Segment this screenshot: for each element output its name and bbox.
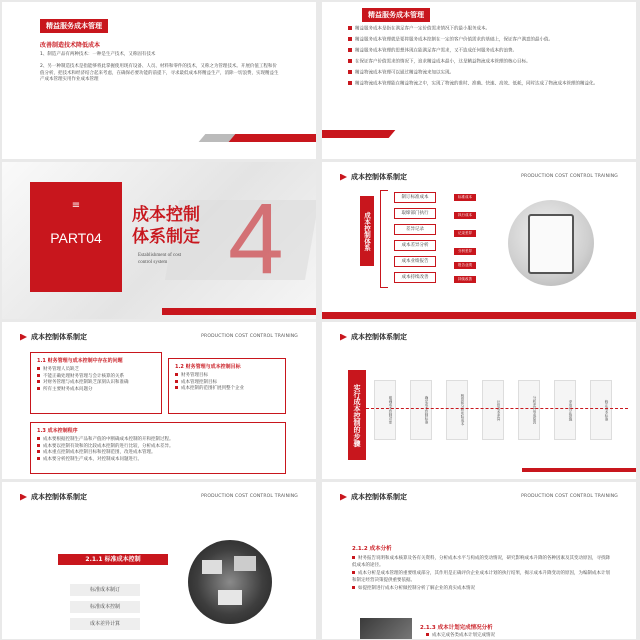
- slide5-eng: PRODUCTION COST CONTROL TRAINING: [201, 334, 298, 339]
- slide-8[interactable]: [322, 482, 636, 639]
- flow-step: 差异记录: [394, 224, 436, 235]
- slide2-bullet: 精益服务成本管理就是要将服务成本控制在一定的客户价值需求的基础上，保证客户满意的最小值。: [348, 37, 618, 44]
- bottom-bar: [522, 468, 636, 472]
- cover-title: 成本控制 体系制定: [132, 205, 200, 247]
- flow-tag: 记录差异: [454, 230, 476, 237]
- meeting-photo: [188, 540, 272, 624]
- slide8-eng: PRODUCTION COST CONTROL TRAINING: [521, 494, 618, 499]
- big-number: 4: [228, 183, 284, 295]
- flow-tag: 标准成本: [454, 194, 476, 201]
- cover-subtitle: Establishment of cost control system: [138, 253, 182, 265]
- part-number: PART04: [50, 230, 102, 246]
- part-block: [30, 182, 122, 292]
- slide2-tag: 精益服务成本管理: [362, 8, 430, 22]
- slide8-section: 2.1.2 成本分析: [352, 546, 392, 552]
- flow-tag: 分析差异: [454, 248, 476, 255]
- calculator-image: [360, 618, 412, 639]
- slide-2[interactable]: [322, 2, 636, 159]
- slide8-header: 成本控制体系制定: [340, 492, 407, 502]
- slide8-bullet: 成本分析是成本管理的重要组成部分，其作用是正确评价企业成本计划的执行结果，揭示成本升降变动的原因，为编制成本计划和制定经营决策提供重要依据。: [352, 571, 610, 583]
- slide-4[interactable]: [322, 162, 636, 319]
- slide-1[interactable]: [2, 2, 316, 159]
- slide2-bullet: 精益服务成本是指在满足客户一定价值需求情况下的最小服务成本。: [348, 26, 618, 33]
- slide8-sub: 2.1.3 成本计划完成情况分析: [420, 625, 493, 631]
- slide4-eng: PRODUCTION COST CONTROL TRAINING: [521, 174, 618, 179]
- flow-step: 成本持续改善: [394, 272, 436, 283]
- process-step: 确定成本控制标准: [410, 380, 432, 440]
- slide2-bullet: 精益服务成本管理的思想体现在能满足客户需求，又不造成任何服务成本的浪费。: [348, 48, 618, 55]
- flow-step: 成本业绩报告: [394, 256, 436, 267]
- bottom-bar: [162, 308, 316, 315]
- slide1-p2: 2、另一种制造技术是指能够将此掌握使用现有设备、人员、材料和零件的技术，又称之为管理技术。开展价值工程和价值分析，把技术和经济结合起来考虑，在确保必要功能的前提下，寻求最低成本将精益生产，消除一切浪费，实现精益生产成本管理实用作业成本管理: [40, 64, 279, 82]
- slide-6[interactable]: [322, 322, 636, 479]
- slide-7[interactable]: [2, 482, 316, 639]
- slide1-heading: 改善制造技术降低成本: [40, 42, 101, 49]
- flow-tag: 执行成本: [454, 212, 476, 219]
- slide5-header: 成本控制体系制定: [20, 332, 87, 342]
- slide6-header: 成本控制体系制定: [340, 332, 407, 342]
- slide2-bullet: 精益物流成本管理能在精益物流之中，实现了物流的准时、准确、快速、高效、低耗，同时达成了物流成本管理的精益化。: [348, 81, 618, 88]
- slide-3[interactable]: [2, 162, 316, 319]
- process-step: 采取纠正措施: [554, 380, 576, 440]
- bottom-bar: [322, 312, 636, 319]
- step-connector: [366, 408, 628, 409]
- process-step: 明确成本控制对象: [374, 380, 396, 440]
- process-step: 修正成本标准: [590, 380, 612, 440]
- slide8-sub-item: 成本完成各类成本计划完成情况: [426, 633, 495, 639]
- box-procedure: 1.3 成本控制程序 成本要根据控制生产品和产值的中断确成本控制的开和控制过程。 成本要以控制有效和的比较成本控制的进行比较，分析成本差异。 成本重点控制成本控制目标和控制范围，改进成本管理。 成本要分析控制生产成本，对控制成本问题进行。: [30, 422, 286, 474]
- slide7-eng: PRODUCTION COST CONTROL TRAINING: [201, 494, 298, 499]
- slide8-bullet: 财务报告说明和成本核算及各有关资料，分析成本水平与构成的变动情况，研究影响成本升降的各种因素及其变动原因，寻找降低成本的途径。: [352, 556, 610, 568]
- deco-stripe-red: [322, 130, 395, 138]
- slide7-header: 成本控制体系制定: [20, 492, 87, 502]
- slide-5[interactable]: [2, 322, 316, 479]
- slide1-p1: 1、制造产品有两种技术：一种是生产技术，又称固有技术: [40, 52, 156, 57]
- box-problems: 1.1 财务管理与成本控制中存在的问题 财务管理人员缺乏 不能正确处理财务管理与会计核算的关系 对财务管理与成本控制缺乏深刻认识和准确 所有主要财务成本问题分: [30, 352, 162, 414]
- flow-step: 取缔部门执行: [394, 208, 436, 219]
- slide2-bullet: 在保证客户价值需求的情况下，追求精益成本最小，这是精益物流成本管理的核心目标。: [348, 59, 618, 66]
- slide2-bullet: 精益物流成本管理可以通过精益物流来加以实现。: [348, 70, 618, 77]
- process-step: 核算和分析实际成本: [446, 380, 468, 440]
- slide7-banner: 2.1.1 标准成本控制: [58, 554, 168, 565]
- box-targets: 1.2 财务管理与成本控制目标 财务管理目标 成本管理控制目标 成本控制的范围扩展到整个企业: [168, 358, 286, 414]
- slide1-tag: 精益服务成本管理: [40, 19, 108, 33]
- bracket: [380, 190, 388, 288]
- slide6-vertical: 实行成本控制的步骤: [348, 370, 366, 460]
- process-step: 分析差异形成原因: [518, 380, 540, 440]
- deco-stripe-red: [229, 134, 316, 142]
- flow-step: 成本差异分析: [394, 240, 436, 251]
- slide8-bullet: 如提控制进行成本分析做控制分析了解企业的真实成本情况: [352, 586, 614, 593]
- process-step: 计算成本差异: [482, 380, 504, 440]
- slide7-list: [70, 584, 140, 635]
- slide4-header: 成本控制体系制定: [340, 172, 407, 182]
- flow-step: 制订标准成本: [394, 192, 436, 203]
- menu-icon: ≡: [71, 200, 81, 211]
- flow-tag: 报告业绩: [454, 262, 476, 269]
- flow-tag: 持续改善: [454, 276, 476, 283]
- tablet-photo: [508, 200, 594, 286]
- slide4-vertical: 成本控制体系: [360, 196, 374, 266]
- list-item: 标准成本制订: [70, 584, 140, 596]
- list-item: 成本差异计算: [70, 618, 140, 630]
- list-item: 标准成本控制: [70, 601, 140, 613]
